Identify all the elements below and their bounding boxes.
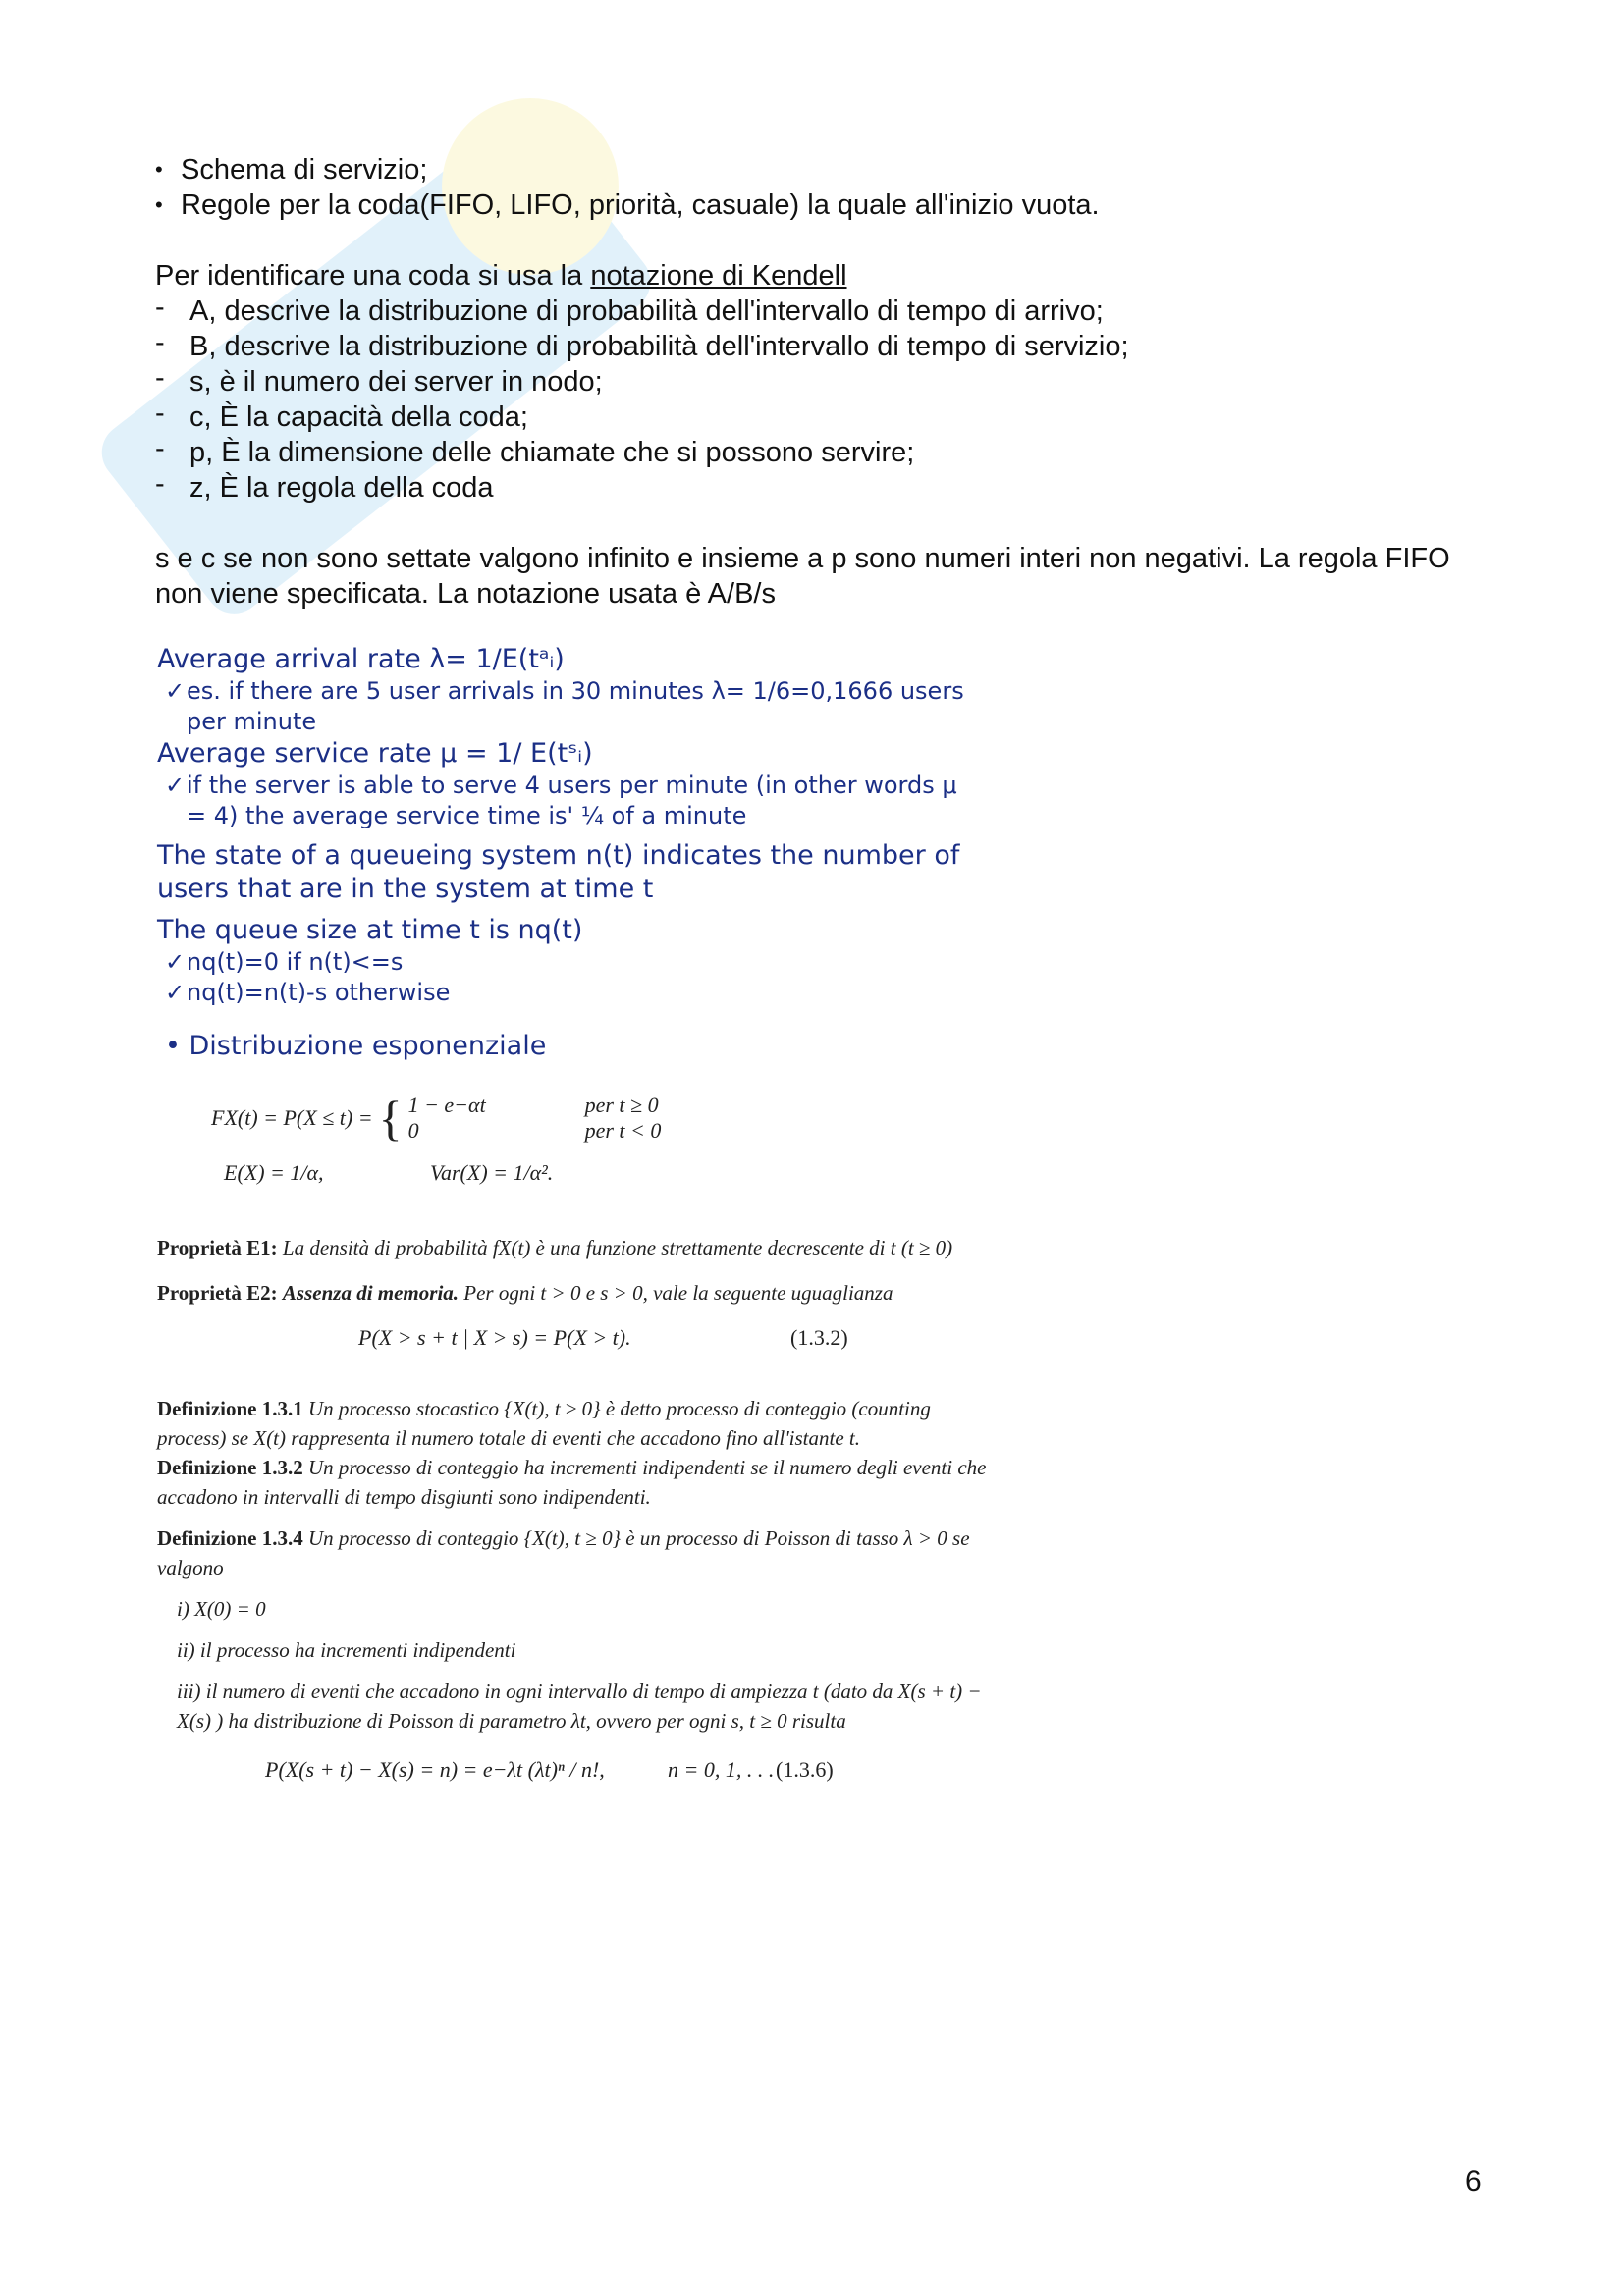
kendall-notation-term: notazione di Kendell bbox=[590, 260, 847, 292]
service-bullets bbox=[155, 152, 1490, 223]
textbook-excerpt bbox=[157, 1090, 1001, 1783]
service-example: ✓ if the server is able to serve 4 users per minute (in other words μ = 4) the average service time is' ¼ of a minute bbox=[157, 771, 1041, 831]
cdf-formula: FX(t) = P(X ≤ t) = { 1 − e−αt per t ≥ 0 0 per t < 0 bbox=[211, 1091, 662, 1146]
list-item: - p, È la dimensione delle chiamate che si possono servire; bbox=[155, 435, 1490, 470]
property-e2: Proprietà E2: Assenza di memoria. Per ogni t > 0 e s > 0, vale la seguente uguaglianza bbox=[157, 1281, 893, 1305]
list-item: - z, È la regola della coda bbox=[155, 470, 1490, 506]
condition-iii: iii) il numero di eventi che accadono in ogni intervallo di tempo di ampiezza t (dato da X(s + t) − X(s) ) ha distribuzione di Poisson di parametro λt, ovvero per ogni s, t ≥ 0 risulta bbox=[177, 1680, 982, 1733]
state-definition: The state of a queueing system n(t) indicates the number of users that are in the system at time t bbox=[157, 840, 960, 904]
kendall-intro bbox=[155, 258, 1490, 294]
definition-1-3-4: Definizione 1.3.4 Un processo di conteggio {X(t), t ≥ 0} è un processo di Poisson di tasso λ > 0 se valgono bbox=[157, 1526, 970, 1579]
queueing-slide-excerpt bbox=[157, 643, 1041, 1063]
list-item: • Schema di servizio; bbox=[155, 152, 1490, 187]
exp-distribution-title: • Distribuzione esponenziale bbox=[165, 1031, 547, 1061]
notation-paragraph: s e c se non sono settate valgono infinito e insieme a p sono numeri interi non negativi. La regola FIFO non viene specificata. La notazione usata è A/B/s bbox=[155, 543, 1450, 610]
queue-case: ✓ nq(t)=0 if n(t)<=s bbox=[157, 947, 1041, 978]
condition-i: i) X(0) = 0 bbox=[177, 1597, 266, 1621]
property-e1: Proprietà E1: La densità di probabilità fX(t) è una funzione strettamente decrescente di t (t ≥ 0) bbox=[157, 1236, 953, 1259]
list-item: - c, È la capacità della coda; bbox=[155, 400, 1490, 435]
definition-1-3-2: Definizione 1.3.2 Un processo di conteggio ha incrementi indipendenti se il numero degli eventi che accadono in intervalli di tempo disgiunti sono indipendenti. bbox=[157, 1456, 987, 1509]
list-item: - B, descrive la distribuzione di probabilità dell'intervallo di tempo di servizio; bbox=[155, 329, 1490, 364]
definition-1-3-1: Definizione 1.3.1 Un processo stocastico {X(t), t ≥ 0} è detto processo di conteggio (counting process) se X(t) rappresenta il numero totale di eventi che accadono fino all'istante t. bbox=[157, 1397, 931, 1450]
service-rate-title: Average service rate μ = 1/ E(tˢᵢ) bbox=[157, 738, 593, 769]
arrival-rate-title: Average arrival rate λ= 1/E(tᵃᵢ) bbox=[157, 644, 565, 674]
poisson-formula: P(X(s + t) − X(s) = n) = e−λt (λt)ⁿ / n!, n = 0, 1, . . . (1.3.6) bbox=[265, 1757, 834, 1782]
memoryless-formula: P(X > s + t | X > s) = P(X > t). (1.3.2) bbox=[358, 1325, 848, 1350]
queue-size-title: The queue size at time t is nq(t) bbox=[157, 915, 583, 945]
kendall-list bbox=[155, 294, 1490, 506]
list-item: • Regole per la coda(FIFO, LIFO, priorità, casuale) la quale all'inizio vuota. bbox=[155, 187, 1490, 223]
arrival-example: ✓ es. if there are 5 user arrivals in 30 minutes λ= 1/6=0,1666 users per minute bbox=[157, 676, 1041, 737]
intro-text: Per identificare una coda si usa la bbox=[155, 260, 591, 292]
condition-ii: ii) il processo ha incrementi indipendenti bbox=[177, 1638, 516, 1662]
page-number: 6 bbox=[1465, 2165, 1482, 2198]
list-item: - A, descrive la distribuzione di probabilità dell'intervallo di tempo di arrivo; bbox=[155, 294, 1490, 329]
moments-formula: E(X) = 1/α, Var(X) = 1/α². bbox=[224, 1160, 554, 1185]
document-body bbox=[155, 152, 1490, 612]
list-item: - s, è il numero dei server in nodo; bbox=[155, 364, 1490, 400]
queue-case: ✓ nq(t)=n(t)-s otherwise bbox=[157, 978, 1041, 1008]
